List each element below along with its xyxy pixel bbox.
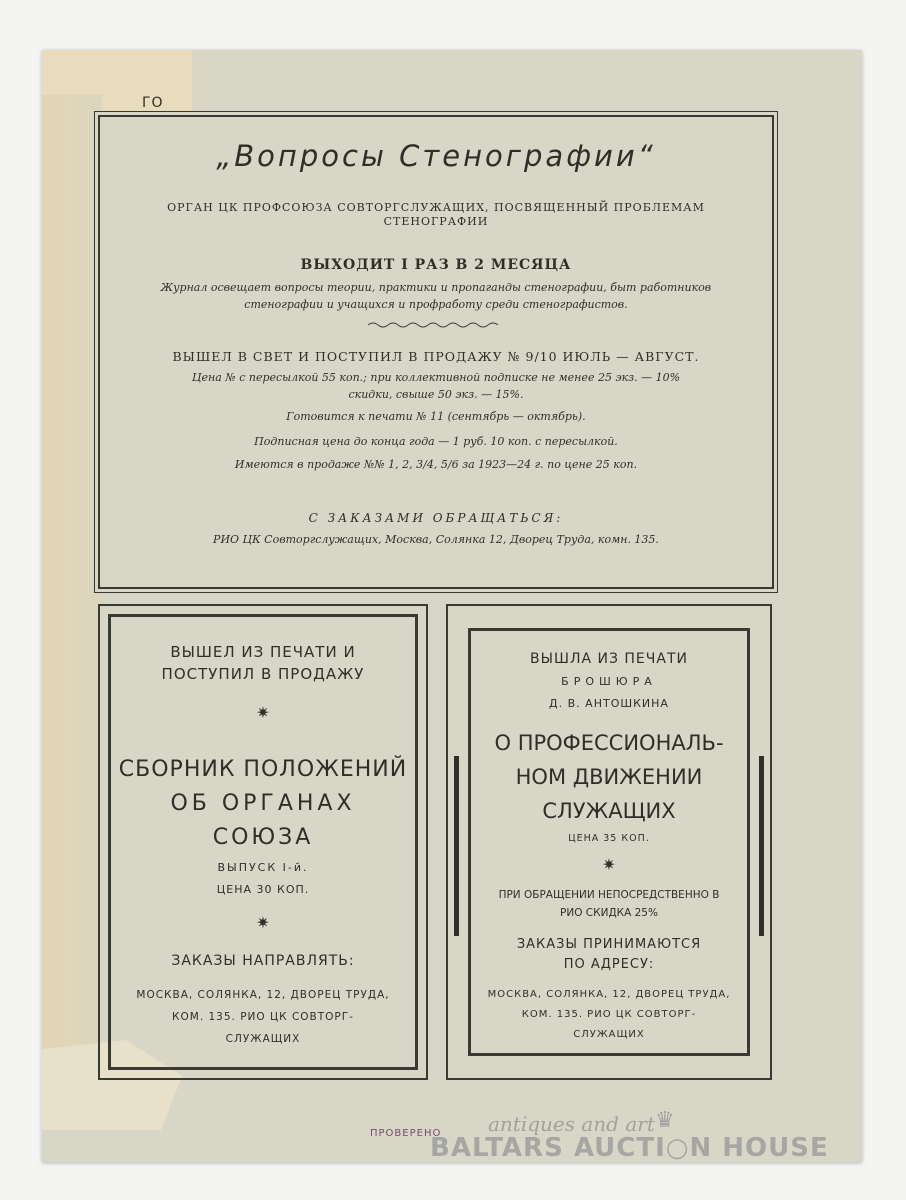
collection-title-line1: СБОРНИК ПОЛОЖЕНИЙ	[118, 757, 408, 782]
journal-available-issues: Имеются в продаже №№ 1, 2, 3/4, 5/6 за 1923—24 г. по цене 25 коп.	[234, 458, 638, 471]
journal-subscription: Подписная цена до конца года — 1 руб. 10 коп. с пересылкой.	[254, 435, 618, 448]
journal-orders-heading: С ЗАКАЗАМИ ОБРАЩАТЬСЯ:	[308, 511, 564, 525]
journal-preparing: Готовится к печати № 11 (сентябрь — октябрь).	[286, 410, 586, 423]
collection-address-line3: СЛУЖАЩИХ	[225, 1033, 301, 1045]
decorative-bar-left	[454, 756, 459, 936]
journal-ad-box	[98, 115, 774, 589]
collection-ad-inner-frame	[108, 614, 418, 1070]
aged-paper-margin	[42, 95, 102, 1130]
star-ornament-icon: ✷	[256, 913, 270, 932]
brochure-author: Д. В. АНТОШКИНА	[549, 697, 669, 710]
collection-intro-line2: ПОСТУПИЛ В ПРОДАЖУ	[161, 665, 365, 683]
journal-issued-notice: ВЫШЕЛ В СВЕТ И ПОСТУПИЛ В ПРОДАЖУ № 9/10 ИЮЛЬ — АВГУСТ.	[172, 349, 700, 364]
collection-intro-line1: ВЫШЕЛ ИЗ ПЕЧАТИ И	[170, 643, 356, 661]
journal-orders-address: РИО ЦК Совторгслужащих, Москва, Солянка 12, Дворец Труда, комн. 135.	[213, 533, 659, 546]
collection-address-line1: МОСКВА, СОЛЯНКА, 12, ДВОРЕЦ ТРУДА,	[136, 989, 390, 1001]
brochure-title-line1: О ПРОФЕССИОНАЛЬ-	[494, 731, 724, 755]
watermark-tagline: antiques and art	[488, 1112, 655, 1136]
journal-organ-line: ОРГАН ЦК ПРОФСОЮЗА СОВТОРГСЛУЖАЩИХ, ПОСВЯЩЕННЫЙ ПРОБЛЕМАМ СТЕНОГРАФИИ	[167, 201, 705, 228]
journal-description: Журнал освещает вопросы теории, практики и пропаганды стенографии, быт работников стенографии и учащихся и профработу среди стенографистов.	[160, 281, 712, 311]
library-stamp: ПРОВЕРЕНО	[370, 1128, 442, 1139]
brochure-address-line1: МОСКВА, СОЛЯНКА, 12, ДВОРЕЦ ТРУДА,	[487, 989, 731, 1000]
brochure-intro-line2: БРОШЮРА	[561, 675, 657, 688]
brochure-orders-line2: ПО АДРЕСУ:	[563, 957, 655, 972]
collection-title-line3: СОЮЗА	[212, 825, 314, 850]
wavy-divider	[368, 321, 498, 329]
brochure-ad-box	[446, 604, 772, 1080]
brochure-discount-line2: РИО СКИДКА 25%	[560, 907, 658, 919]
brochure-title-line3: СЛУЖАЩИХ	[542, 799, 676, 823]
brochure-orders-line1: ЗАКАЗЫ ПРИНИМАЮТСЯ	[516, 937, 702, 952]
brochure-ad-inner-frame	[468, 628, 750, 1056]
star-ornament-icon: ✷	[256, 703, 270, 722]
collection-address-line2: КОМ. 135. РИО ЦК СОВТОРГ-	[172, 1011, 354, 1023]
star-ornament-icon: ✷	[602, 855, 616, 874]
journal-frequency: ВЫХОДИТ I РАЗ В 2 МЕСЯЦА	[300, 257, 572, 273]
stray-heading-fragment: ГО	[142, 95, 164, 111]
journal-price: Цена № с пересылкой 55 коп.; при коллективной подписке не менее 25 экз. — 10% скидки, свыше 50 экз. — 15%.	[191, 371, 681, 401]
collection-title-line2: ОБ ОРГАНАХ	[170, 791, 356, 816]
crown-icon: ♛	[655, 1108, 675, 1133]
journal-title: „Вопросы Стенографии“	[216, 139, 656, 173]
collection-orders-heading: ЗАКАЗЫ НАПРАВЛЯТЬ:	[171, 953, 355, 969]
brochure-intro-line1: ВЫШЛА ИЗ ПЕЧАТИ	[530, 651, 688, 667]
brochure-address-line3: СЛУЖАЩИХ	[573, 1029, 645, 1040]
brochure-address-line2: КОМ. 135. РИО ЦК СОВТОРГ-	[521, 1009, 697, 1020]
brochure-price: ЦЕНА 35 КОП.	[568, 833, 650, 844]
brochure-title-line2: НОМ ДВИЖЕНИИ	[515, 765, 703, 789]
collection-ad-box	[98, 604, 428, 1080]
collection-price: ЦЕНА 30 КОП.	[216, 883, 310, 896]
decorative-bar-right	[759, 756, 764, 936]
watermark-auction-house: BALTARS AUCTI○N HOUSE	[430, 1133, 829, 1163]
collection-issue: ВЫПУСК I-й.	[217, 861, 309, 874]
brochure-discount-line1: ПРИ ОБРАЩЕНИИ НЕПОСРЕДСТВЕННО В	[498, 889, 720, 901]
